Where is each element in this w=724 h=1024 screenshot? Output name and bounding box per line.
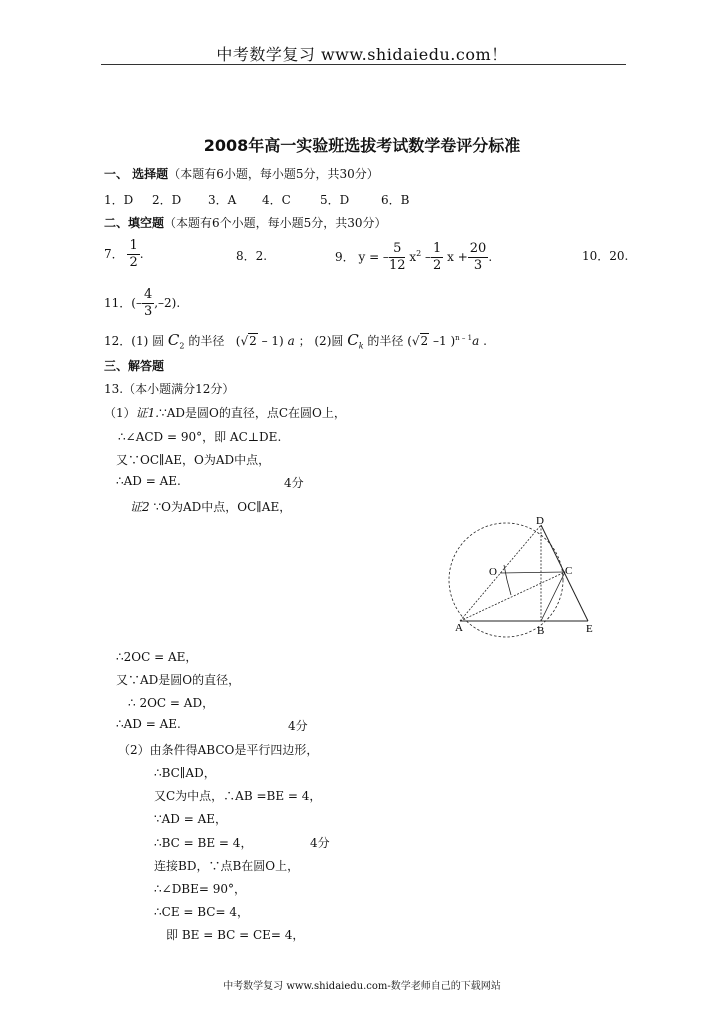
q9-minus: – <box>425 250 432 264</box>
part-2-line: （2）由条件得ABCO是平行四边形， <box>118 743 319 757</box>
q9-exponent: 2 <box>416 249 422 258</box>
question-11 <box>104 285 180 321</box>
section-1-heading <box>104 165 379 182</box>
part-2-step-1: ∴BC∥AD， <box>154 766 216 780</box>
q12-c2-sub: 2 <box>179 341 185 351</box>
label-c: C <box>565 565 573 577</box>
line-oc <box>500 572 565 573</box>
q7-numerator: 1 <box>129 238 138 253</box>
q11-numerator: 4 <box>143 287 153 302</box>
q9-fraction-1 <box>389 241 406 274</box>
q11-number: 11．(– <box>104 296 142 310</box>
question-7 <box>104 236 144 272</box>
page-header: 中考数学复习 www.shidaiedu.com！ <box>216 45 508 64</box>
proof-2-line <box>130 498 291 515</box>
proof-2-label: 证2 <box>130 500 150 514</box>
q9-x-squared: x <box>409 250 417 264</box>
answer-4: 4．C <box>262 193 291 207</box>
section-2-label: 二、填空题 <box>104 216 165 230</box>
circle-o <box>449 523 563 637</box>
q12-c2: C <box>167 331 180 349</box>
part-1-line <box>104 404 346 421</box>
section-2-note: （本题有6个小题，每小题5分，共30分） <box>164 216 387 230</box>
part-1-text: ∵AD是圆O的直径，点C在圆O上， <box>159 406 346 420</box>
q12-radius-label: 的半径 <box>188 334 225 348</box>
part-1-label: （1） <box>104 406 136 420</box>
header-rule <box>101 64 626 65</box>
step-line-1: ∴∠ACD = 90°，即 AC⊥DE. <box>118 430 282 444</box>
proof-2-text: ∵O为AD中点，OC∥AE， <box>153 500 292 514</box>
part-2-step-3: ∵AD = AE， <box>154 812 228 826</box>
q9-f3-den: 3 <box>473 258 483 273</box>
q12-root-2: 2 <box>420 334 429 348</box>
part-2-step-5: 连接BD，∵点B在圆O上， <box>154 859 300 873</box>
step-line-5: 又∵AD是圆O的直径， <box>116 673 241 687</box>
part-2-step-8: 即 BE = BC = CE= 4， <box>166 928 305 942</box>
q7-denominator: 2 <box>129 255 138 270</box>
q12-tail: . <box>483 334 487 348</box>
q12-part1: 12．(1) 圆 <box>104 334 165 348</box>
step-line-2: 又∵OC∥AE，O为AD中点， <box>116 453 271 467</box>
part-2-step-7: ∴CE = BC= 4， <box>154 905 249 919</box>
q12-root-1: 2 <box>249 334 257 348</box>
q9-fraction-2 <box>431 241 443 274</box>
label-e: E <box>586 623 593 635</box>
part-2-step-2: 又C为中点，∴AB =BE = 4， <box>154 789 322 803</box>
q12-ck-sub: k <box>358 341 364 351</box>
q12-a2: a <box>472 334 480 348</box>
question-10: 10．20. <box>582 249 629 263</box>
q11-fraction <box>142 287 154 320</box>
question-12: 12．(1) 圆 $C_2$ 的半径 (√2 – 1) a ； (2)圆 $C_k$ 的半径 (√2 –1 )$^{n - 1}$a . <box>104 331 487 351</box>
answer-1: 1．D <box>104 193 134 207</box>
q7-tail: . <box>139 247 144 261</box>
q9-lead: y = – <box>358 250 389 264</box>
document-title: 2008年高一实验班选拔考试数学卷评分标准 <box>203 136 521 155</box>
q9-f3-num: 20 <box>469 241 487 256</box>
section-2-heading <box>104 214 387 231</box>
q12-minus-one: – 1) <box>261 334 284 348</box>
part-2-step-6: ∴∠DBE= 90°， <box>154 882 247 896</box>
q9-f1-den: 12 <box>388 258 406 273</box>
label-o: O <box>489 566 497 578</box>
circle-inner-arc <box>504 565 511 595</box>
q9-number: 9． <box>335 250 355 264</box>
section-1-label: 一、 选择题 <box>104 167 169 181</box>
label-a: A <box>455 622 463 634</box>
q12-open: ( <box>235 334 241 348</box>
answer-2: 2．D <box>152 193 182 207</box>
q12-a1: a <box>287 334 295 348</box>
q9-x: x + <box>447 250 468 264</box>
score-1: 4分 <box>284 476 304 490</box>
q9-tail: . <box>488 250 493 264</box>
q11-tail: ,–2). <box>154 296 181 310</box>
q12-radius-label-2: 的半径 ( <box>367 334 412 348</box>
q9-f2-num: 1 <box>433 241 442 256</box>
q12-part2: ； (2)圆 <box>298 334 344 348</box>
section-1-note: （本题有6小题，每小题5分，共30分） <box>168 167 379 181</box>
step-line-6: ∴ 2OC = AD， <box>128 696 215 710</box>
answer-5: 5．D <box>320 193 350 207</box>
question-13-heading: 13.（本小题满分12分） <box>104 382 235 396</box>
question-8: 8．2. <box>236 249 268 263</box>
score-2: 4分 <box>288 719 308 733</box>
answer-6: 6．B <box>381 193 410 207</box>
answer-3: 3．A <box>208 193 237 207</box>
score-3: 4分 <box>310 836 330 850</box>
q9-f2-den: 2 <box>433 258 442 273</box>
part-2-step-4: ∴BC = BE = 4， <box>154 836 253 850</box>
q12-ck: C <box>347 331 359 349</box>
label-b: B <box>537 625 545 637</box>
line-bc <box>541 572 565 621</box>
q7-fraction <box>127 238 139 271</box>
q9-fraction-3 <box>468 241 489 274</box>
geometry-figure <box>440 510 600 640</box>
q11-denominator: 3 <box>143 304 153 319</box>
label-d: D <box>536 515 544 527</box>
step-line-7: ∴AD = AE. <box>116 717 181 731</box>
line-ac <box>460 572 565 621</box>
q9-f1-num: 5 <box>389 241 406 258</box>
q12-exponent: n – 1 <box>455 334 473 342</box>
q12-minus-one-2: –1 ) <box>433 334 456 348</box>
section-3-heading: 三、解答题 <box>104 359 165 373</box>
proof-1-label: 证1. <box>135 406 160 420</box>
page-footer: 中考数学复习 www.shidaiedu.com-数学老师自己的下载网站 <box>223 981 501 992</box>
question-9 <box>335 236 492 275</box>
q7-number: 7． <box>104 247 124 261</box>
step-line-3: ∴AD = AE. <box>116 474 181 488</box>
step-line-4: ∴2OC = AE， <box>116 650 198 664</box>
